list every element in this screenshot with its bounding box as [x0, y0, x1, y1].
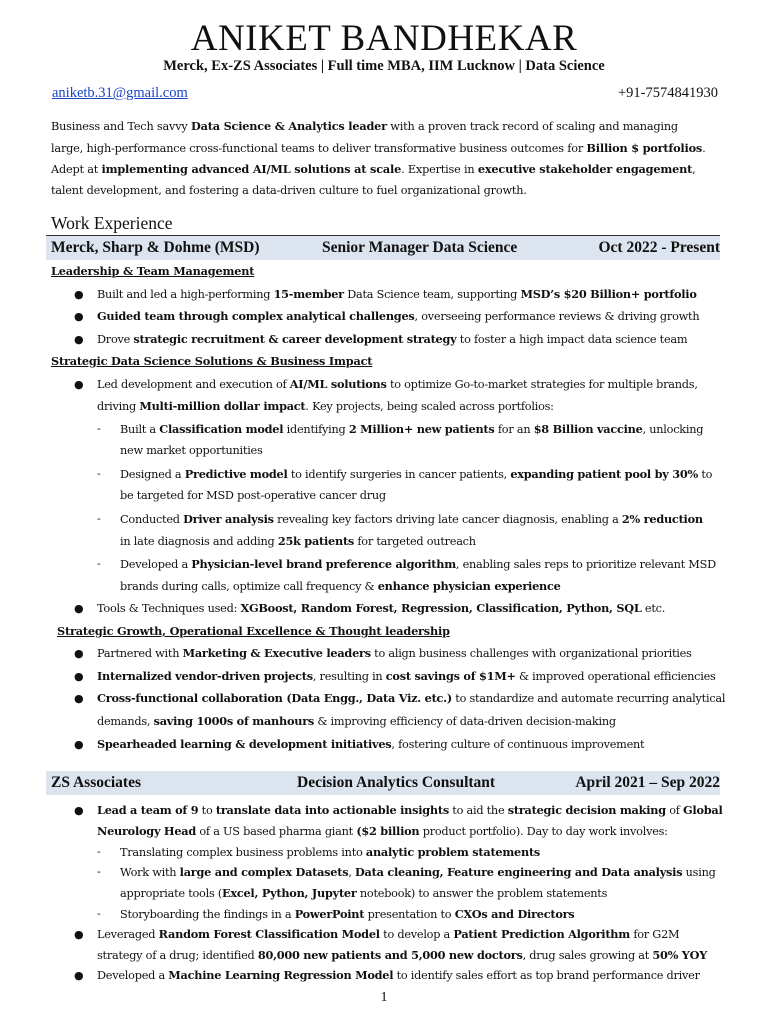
summary-line: talent development, and fostering a data-driven culture to fuel organizational growth. — [51, 183, 527, 197]
dash-icon: - — [97, 845, 101, 858]
sub-bullet-text-continued: in late diagnosis and adding 25k patients for targeted outreach — [120, 534, 476, 548]
summary-paragraph — [51, 116, 723, 201]
bullet-text: Led development and execution of AI/ML solutions to optimize Go-to-market strategies for multiple brands, — [97, 377, 698, 391]
bullet-text: Lead a team of 9 to translate data into actionable insights to aid the strategic decision making of Global — [97, 803, 723, 817]
bullet-text: Built and led a high-performing 15-member Data Science team, supporting MSD’s $20 Billion+ portfolio — [97, 287, 697, 301]
sub-bullet-text: Work with large and complex Datasets, Data cleaning, Feature engineering and Data analysis using — [120, 865, 716, 879]
bullet-icon: ● — [74, 647, 84, 660]
dash-icon: - — [97, 512, 101, 525]
candidate-subtitle: Merck, Ex-ZS Associates | Full time MBA, IIM Lucknow | Data Science — [163, 58, 605, 74]
summary-line: large, high-performance cross-functional teams to deliver transformative business outcomes for Billion $ portfolios. — [51, 140, 706, 155]
dash-icon: - — [97, 865, 101, 878]
sub-bullet-text-continued: appropriate tools (Excel, Python, Jupyter notebook) to answer the problem statements — [120, 886, 608, 900]
bullet-text-continued: Neurology Head of a US based pharma giant ($2 billion product portfolio). Day to day work involves: — [97, 824, 668, 838]
section-title-work-experience: Work Experience — [51, 213, 173, 233]
email-link[interactable]: aniketb.31@gmail.com — [52, 85, 188, 101]
sub-bullet-text: Designed a Predictive model to identify surgeries in cancer patients, expanding patient pool by 30% to — [120, 467, 713, 481]
sub-bullet-text: Conducted Driver analysis revealing key factors driving late cancer diagnosis, enabling a 2% reduction — [120, 512, 703, 526]
subheading-strategic-growth: Strategic Growth, Operational Excellence & Thought leadership — [57, 624, 450, 638]
bullet-text: Tools & Techniques used: XGBoost, Random Forest, Regression, Classification, Python, SQL etc. — [97, 601, 666, 615]
sub-bullet-text: Developed a Physician-level brand preference algorithm, enabling sales reps to prioritize relevant MSD — [120, 557, 716, 571]
bullet-icon: ● — [74, 670, 84, 683]
sub-bullet-text: Built a Classification model identifying 2 Million+ new patients for an $8 Billion vaccine, unlocking — [120, 422, 704, 436]
sub-bullet-text: Translating complex business problems into analytic problem statements — [120, 845, 541, 859]
dash-icon: - — [97, 467, 101, 480]
sub-bullet-text: Storyboarding the findings in a PowerPoint presentation to CXOs and Directors — [120, 907, 575, 921]
page-number: 1 — [380, 990, 388, 1005]
bullet-text: Spearheaded learning & development initiatives, fostering culture of continuous improvement — [97, 737, 645, 751]
sub-bullet-text-continued: new market opportunities — [120, 444, 263, 457]
bullet-text: Drove strategic recruitment & career development strategy to foster a high impact data science team — [97, 332, 688, 346]
job-dates: Oct 2022 - Present — [598, 239, 720, 256]
bullet-icon: ● — [74, 288, 84, 301]
bullet-icon: ● — [74, 804, 84, 817]
bullet-icon: ● — [74, 333, 84, 346]
subheading-leadership: Leadership & Team Management — [51, 264, 255, 278]
dash-icon: - — [97, 907, 101, 920]
dash-icon: - — [97, 557, 101, 570]
bullet-icon: ● — [74, 738, 84, 751]
bullet-text: Developed a Machine Learning Regression Model to identify sales effort as top brand performance driver — [97, 968, 700, 982]
bullet-icon: ● — [74, 692, 84, 705]
summary-line: Adept at implementing advanced AI/ML solutions at scale. Expertise in executive stakeholder engagement, — [51, 162, 696, 176]
dash-icon: - — [97, 422, 101, 435]
subheading-strategic-ds: Strategic Data Science Solutions & Business Impact — [51, 354, 373, 368]
bullet-text-continued: driving Multi-million dollar impact. Key projects, being scaled across portfolios: — [97, 399, 554, 413]
bullet-icon: ● — [74, 928, 84, 941]
bullet-text: Guided team through complex analytical challenges, overseeing performance reviews & driving growth — [97, 309, 700, 323]
job-header-msd — [46, 236, 720, 260]
bullet-text: Leveraged Random Forest Classification Model to develop a Patient Prediction Algorithm for G2M — [97, 927, 680, 941]
bullet-text: Partnered with Marketing & Executive leaders to align business challenges with organizational priorities — [97, 646, 692, 660]
job-role: Decision Analytics Consultant — [297, 774, 496, 791]
bullet-text-continued: strategy of a drug; identified 80,000 new patients and 5,000 new doctors, drug sales growing at 50% YOY — [97, 948, 708, 962]
phone-number: +91-7574841930 — [617, 85, 718, 101]
sub-bullet-text-continued: be targeted for MSD post-operative cancer drug — [120, 489, 386, 502]
bullet-icon: ● — [74, 602, 84, 615]
job-dates: April 2021 – Sep 2022 — [575, 774, 720, 791]
sub-bullet-text-continued: brands during calls, optimize call frequency & enhance physician experience — [120, 579, 561, 593]
job-header-zs — [46, 771, 720, 795]
bullet-text-continued: demands, saving 1000s of manhours & improving efficiency of data-driven decision-making — [97, 714, 616, 728]
candidate-name: ANIKET BANDHEKAR — [190, 18, 578, 59]
job-company: Merck, Sharp & Dohme (MSD) — [51, 239, 260, 256]
job-role: Senior Manager Data Science — [322, 239, 518, 256]
summary-line: Business and Tech savvy Data Science & Analytics leader with a proven track record of scaling and managing — [51, 119, 678, 133]
bullet-icon: ● — [74, 969, 84, 982]
bullet-text: Cross-functional collaboration (Data Engg., Data Viz. etc.) to standardize and automate recurring analytical — [97, 691, 726, 705]
bullet-text: Internalized vendor-driven projects, resulting in cost savings of $1M+ & improved operational efficiencies — [97, 669, 716, 683]
bullet-icon: ● — [74, 378, 84, 391]
bullet-icon: ● — [74, 310, 84, 323]
job-company: ZS Associates — [51, 774, 141, 791]
